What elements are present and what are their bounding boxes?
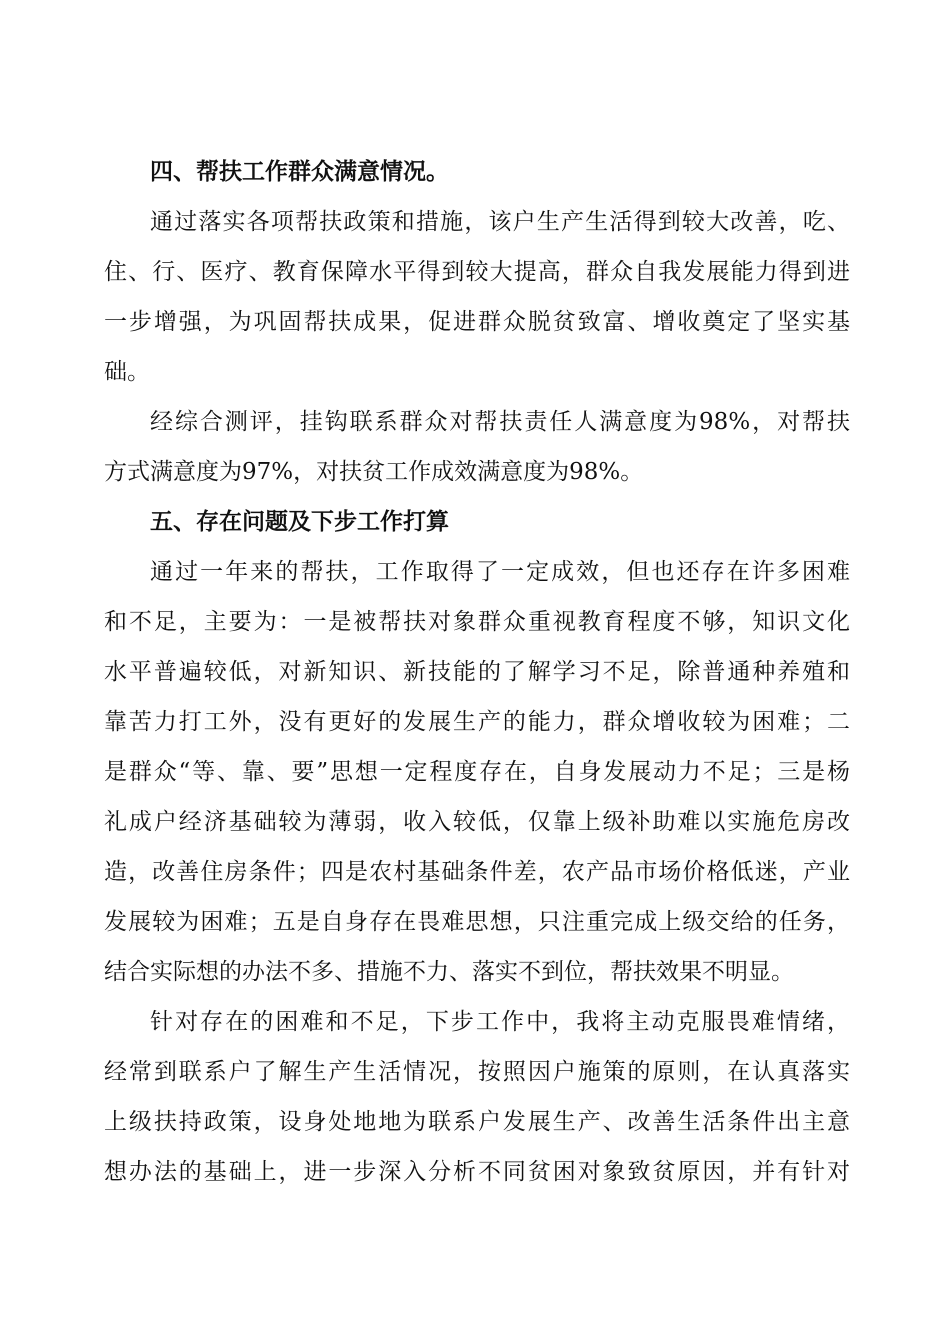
section-5-para-1-line-7: 造，改善住房条件；四是农村基础条件差，农产品市场价格低迷，产业 bbox=[104, 859, 850, 885]
section-5-para-1-line-8: 发展较为困难；五是自身存在畏难思想，只注重完成上级交给的任务， bbox=[104, 909, 850, 935]
section-4-para-1-line-4: 础。 bbox=[104, 359, 150, 385]
section-4-para-2-line-1: 经综合测评，挂钩联系群众对帮扶责任人满意度为98%，对帮扶 bbox=[150, 409, 850, 435]
section-4-para-1-line-2: 住、行、医疗、教育保障水平得到较大提高，群众自我发展能力得到进 bbox=[104, 259, 850, 285]
section-5-para-1-line-5: 是群众“等、靠、要”思想一定程度存在，自身发展动力不足；三是杨 bbox=[104, 759, 850, 785]
section-5-para-1-line-1: 通过一年来的帮扶，工作取得了一定成效，但也还存在许多困难 bbox=[150, 559, 850, 585]
section-5-para-1-line-2: 和不足，主要为：一是被帮扶对象群众重视教育程度不够，知识文化 bbox=[104, 609, 850, 635]
section-4-heading: 四、帮扶工作群众满意情况。 bbox=[150, 159, 449, 185]
section-5-heading: 五、存在问题及下步工作打算 bbox=[150, 509, 449, 535]
section-5-para-2-line-1: 针对存在的困难和不足，下步工作中，我将主动克服畏难情绪， bbox=[150, 1009, 850, 1035]
section-5-para-1-line-4: 靠苦力打工外，没有更好的发展生产的能力，群众增收较为困难；二 bbox=[104, 709, 850, 735]
section-4-para-1-line-3: 一步增强，为巩固帮扶成果，促进群众脱贫致富、增收奠定了坚实基 bbox=[104, 309, 850, 335]
section-5-para-1-line-6: 礼成户经济基础较为薄弱，收入较低，仅靠上级补助难以实施危房改 bbox=[104, 809, 850, 835]
section-5-para-2-line-3: 上级扶持政策，设身处地地为联系户发展生产、改善生活条件出主意 bbox=[104, 1109, 850, 1135]
section-5-para-2-line-4: 想办法的基础上，进一步深入分析不同贫困对象致贫原因，并有针对 bbox=[104, 1159, 850, 1185]
section-5-para-2-line-2: 经常到联系户了解生产生活情况，按照因户施策的原则，在认真落实 bbox=[104, 1059, 850, 1085]
section-5-para-1-line-9: 结合实际想的办法不多、措施不力、落实不到位，帮扶效果不明显。 bbox=[104, 959, 794, 985]
section-5-para-1-line-3: 水平普遍较低，对新知识、新技能的了解学习不足，除普通种养殖和 bbox=[104, 659, 850, 685]
section-4-para-2-line-2: 方式满意度为97%，对扶贫工作成效满意度为98%。 bbox=[104, 459, 644, 485]
section-4-para-1-line-1: 通过落实各项帮扶政策和措施，该户生产生活得到较大改善，吃、 bbox=[150, 209, 850, 235]
